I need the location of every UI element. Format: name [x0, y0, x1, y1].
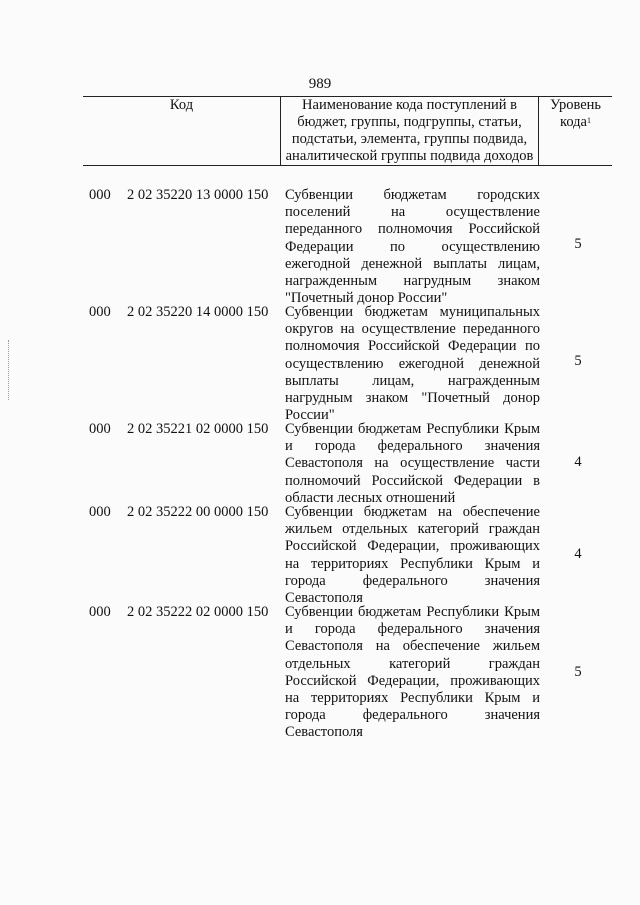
row-level: 4 — [574, 546, 582, 562]
page-number: 989 — [308, 76, 332, 92]
row-prefix: 000 — [89, 421, 111, 437]
header-name-label: Наименование кода поступлений в бюджет, группы, подгруппы, статьи, подстатьи, элемента, группы подвида, аналитической группы подвида доходов — [285, 97, 534, 164]
scan-margin-mark — [8, 340, 10, 400]
header-name — [281, 97, 539, 166]
header-code — [83, 97, 281, 166]
header-level-label: Уровень кода — [549, 97, 602, 130]
row-level: 5 — [574, 664, 582, 680]
row-code: 2 02 35220 14 0000 150 — [127, 304, 269, 320]
row-prefix: 000 — [89, 604, 111, 620]
row-name: Субвенции бюджетам Республики Крым и города федерального значения Севастополя на обеспечение жильем отдельных категорий граждан Российской Федерации, проживающих на территориях Республики Крым и города федерального значения Севастополя — [285, 604, 540, 741]
row-code: 2 02 35222 02 0000 150 — [127, 604, 269, 620]
row-name: Субвенции бюджетам муниципальных округов на осуществление переданного полномочия Российской Федерации по осуществлению ежегодной денежной выплаты лицам, награжденным нагрудным знаком "Почетный донор России" — [285, 304, 540, 424]
row-level: 5 — [574, 353, 582, 369]
header-level-footnote: 1 — [586, 116, 591, 125]
row-prefix: 000 — [89, 187, 111, 203]
table-header — [83, 96, 612, 166]
row-level: 5 — [574, 236, 582, 252]
row-code: 2 02 35222 00 0000 150 — [127, 504, 269, 520]
row-prefix: 000 — [89, 304, 111, 320]
row-name: Субвенции бюджетам на обеспечение жильем отдельных категорий граждан Российской Федерации, проживающих на территориях Республики Крым и города федерального значения Севастополя — [285, 504, 540, 607]
row-level: 4 — [574, 454, 582, 470]
row-code: 2 02 35221 02 0000 150 — [127, 421, 269, 437]
header-level — [539, 97, 613, 166]
row-name: Субвенции бюджетам городских поселений на осуществление переданного полномочия Российской Федерации по осуществлению ежегодной денежной выплаты лицам, награжденным нагрудным знаком "Почетный донор России" — [285, 187, 540, 307]
row-name: Субвенции бюджетам Республики Крым и города федерального значения Севастополя на осуществление части полномочий Российской Федерации в области лесных отношений — [285, 421, 540, 506]
header-code-label: Код — [169, 97, 194, 113]
row-prefix: 000 — [89, 504, 111, 520]
row-code: 2 02 35220 13 0000 150 — [127, 187, 269, 203]
